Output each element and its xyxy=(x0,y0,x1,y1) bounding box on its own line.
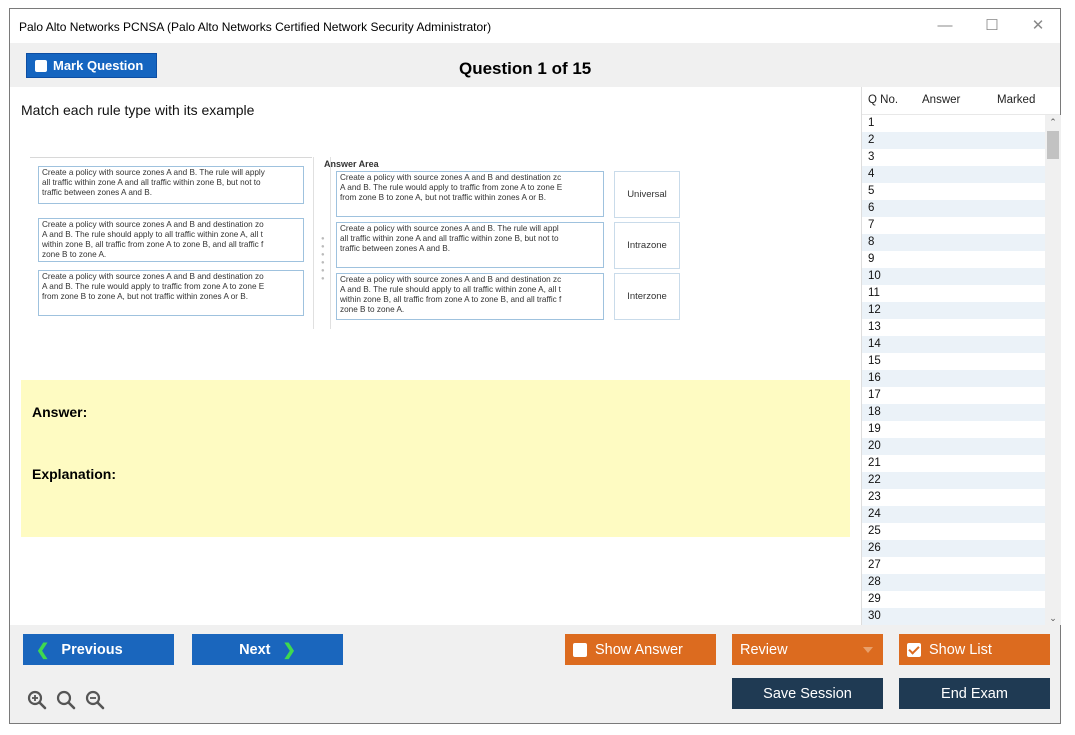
question-number: 21 xyxy=(868,457,881,469)
question-number: 14 xyxy=(868,338,881,350)
question-list-row[interactable] xyxy=(862,387,1045,404)
question-list xyxy=(862,115,1045,625)
question-list-row[interactable] xyxy=(862,336,1045,353)
mark-question-button[interactable] xyxy=(26,53,157,78)
question-number: 18 xyxy=(868,406,881,418)
question-list-row[interactable] xyxy=(862,540,1045,557)
answer-label: Answer: xyxy=(32,404,88,420)
zoom-out-icon[interactable] xyxy=(85,690,105,710)
checkbox-checked-icon xyxy=(907,643,921,657)
question-list-row[interactable] xyxy=(862,438,1045,455)
question-number: 5 xyxy=(868,185,875,197)
question-number: 28 xyxy=(868,576,881,588)
scroll-thumb[interactable] xyxy=(1047,131,1059,159)
review-label: Review xyxy=(740,641,788,658)
answer-option: Create a policy with source zones A and B and destination zc A and B. The rule would apply to traffic from zone A to zone E from zone B to zone A, but not traffic within zones A or B. xyxy=(336,171,604,217)
show-list-label: Show List xyxy=(929,641,992,658)
answer-area-title: Answer Area xyxy=(324,159,379,169)
source-option: Create a policy with source zones A and B. The rule will apply all traffic within zone A and all traffic within zone B, but not to traffic between zones A and B. xyxy=(38,166,304,204)
scroll-up-icon[interactable]: ⌃ xyxy=(1049,117,1057,127)
show-answer-button[interactable] xyxy=(565,634,716,665)
question-number: 26 xyxy=(868,542,881,554)
question-number: 6 xyxy=(868,202,875,214)
qno-column-header[interactable]: Q No. xyxy=(868,94,899,106)
question-list-row[interactable] xyxy=(862,251,1045,268)
question-list-row[interactable] xyxy=(862,370,1045,387)
answer-panel xyxy=(21,380,850,537)
question-number: 20 xyxy=(868,440,881,452)
question-list-row[interactable] xyxy=(862,149,1045,166)
target-universal: Universal xyxy=(614,171,680,218)
question-number: 10 xyxy=(868,270,881,282)
question-list-row[interactable] xyxy=(862,132,1045,149)
question-list-row[interactable] xyxy=(862,506,1045,523)
answer-option: Create a policy with source zones A and B. The rule will appl all traffic within zone A and all traffic within zone B, but not to traffic between zones A and B. xyxy=(336,222,604,268)
window-title: Palo Alto Networks PCNSA (Palo Alto Networks Certified Network Security Administrator) xyxy=(19,20,492,34)
end-exam-button[interactable] xyxy=(899,678,1050,709)
maximize-icon[interactable]: ☐ xyxy=(985,17,999,34)
source-options xyxy=(30,157,312,329)
question-number: 24 xyxy=(868,508,881,520)
question-list-panel xyxy=(861,87,1060,625)
source-option: Create a policy with source zones A and B and destination zo A and B. The rule should apply to all traffic within zone A, all t within zone B, all traffic from zone A to zone B, and all traffic f zone B to zone A. xyxy=(38,218,304,262)
question-number: 8 xyxy=(868,236,875,248)
zoom-reset-icon[interactable] xyxy=(56,690,76,710)
previous-button[interactable] xyxy=(23,634,174,665)
question-list-row[interactable] xyxy=(862,319,1045,336)
question-list-row[interactable] xyxy=(862,608,1045,625)
chevron-down-icon xyxy=(863,647,873,653)
target-interzone: Interzone xyxy=(614,273,680,320)
question-list-row[interactable] xyxy=(862,166,1045,183)
review-dropdown[interactable] xyxy=(732,634,883,665)
question-list-row[interactable] xyxy=(862,404,1045,421)
show-answer-label: Show Answer xyxy=(595,641,683,658)
previous-label: Previous xyxy=(61,641,123,658)
question-text: Match each rule type with its example xyxy=(21,102,255,118)
question-number: 15 xyxy=(868,355,881,367)
question-number: 3 xyxy=(868,151,875,163)
question-list-row[interactable] xyxy=(862,523,1045,540)
question-number: 11 xyxy=(868,287,880,299)
save-session-label: Save Session xyxy=(763,685,852,702)
question-content xyxy=(10,87,861,625)
question-counter: Question 1 of 15 xyxy=(459,59,592,78)
question-list-row[interactable] xyxy=(862,285,1045,302)
question-list-row[interactable] xyxy=(862,302,1045,319)
zoom-in-icon[interactable] xyxy=(27,690,47,710)
question-list-row[interactable] xyxy=(862,217,1045,234)
chevron-right-icon: ❯ xyxy=(282,641,296,659)
question-list-row[interactable] xyxy=(862,353,1045,370)
question-number: 16 xyxy=(868,372,881,384)
question-number: 1 xyxy=(868,117,875,129)
title-bar xyxy=(10,9,1060,43)
question-number: 29 xyxy=(868,593,881,605)
question-number: 17 xyxy=(868,389,881,401)
minimize-icon[interactable]: — xyxy=(937,17,953,34)
question-list-row[interactable] xyxy=(862,234,1045,251)
question-list-row[interactable] xyxy=(862,472,1045,489)
question-number: 25 xyxy=(868,525,881,537)
question-list-row[interactable] xyxy=(862,574,1045,591)
source-option: Create a policy with source zones A and B and destination zo A and B. The rule would apply to traffic from zone A to zone E from zone B to zone A, but not traffic within zones A or B. xyxy=(38,270,304,316)
question-number: 12 xyxy=(868,304,881,316)
question-header xyxy=(10,43,1060,87)
close-icon[interactable]: ✕ xyxy=(1031,17,1045,34)
question-number: 2 xyxy=(868,134,875,146)
answer-option: Create a policy with source zones A and B and destination zc A and B. The rule should apply to all traffic within zone A, all t within zone B, all traffic from zone A to zone B, and all traffic f zone B to zone A. xyxy=(336,273,604,320)
checkbox-icon xyxy=(573,643,587,657)
question-number: 19 xyxy=(868,423,881,435)
question-number: 30 xyxy=(868,610,881,622)
question-number: 22 xyxy=(868,474,881,486)
app-window xyxy=(9,8,1061,724)
question-list-row[interactable] xyxy=(862,268,1045,285)
chevron-left-icon: ❮ xyxy=(36,641,50,659)
question-number: 23 xyxy=(868,491,881,503)
next-label: Next xyxy=(239,641,271,658)
marked-column-header[interactable]: Marked xyxy=(997,94,1036,106)
scroll-down-icon[interactable]: ⌄ xyxy=(1049,613,1057,623)
question-list-row[interactable] xyxy=(862,115,1045,132)
question-list-row[interactable] xyxy=(862,200,1045,217)
question-list-row[interactable] xyxy=(862,557,1045,574)
question-list-scrollbar[interactable] xyxy=(1045,115,1061,625)
question-list-row[interactable] xyxy=(862,183,1045,200)
question-number: 9 xyxy=(868,253,875,265)
question-list-row[interactable] xyxy=(862,489,1045,506)
next-button[interactable] xyxy=(192,634,343,665)
explanation-label: Explanation: xyxy=(32,466,117,482)
question-list-header xyxy=(862,87,1060,115)
question-number: 4 xyxy=(868,168,875,180)
show-list-toggle[interactable] xyxy=(899,634,1050,665)
question-list-row[interactable] xyxy=(862,421,1045,438)
question-list-row[interactable] xyxy=(862,591,1045,608)
end-exam-label: End Exam xyxy=(941,685,1008,702)
checkbox-icon xyxy=(35,60,47,72)
exhibit-divider: ● ● ● ● ● ● xyxy=(313,157,331,329)
question-number: 27 xyxy=(868,559,881,571)
question-number: 13 xyxy=(868,321,881,333)
mark-question-label: Mark Question xyxy=(53,58,144,73)
question-list-row[interactable] xyxy=(862,455,1045,472)
question-number: 7 xyxy=(868,219,875,231)
target-intrazone: Intrazone xyxy=(614,222,680,269)
exhibit-image xyxy=(30,157,678,329)
answer-column-header[interactable]: Answer xyxy=(922,94,961,106)
save-session-button[interactable] xyxy=(732,678,883,709)
